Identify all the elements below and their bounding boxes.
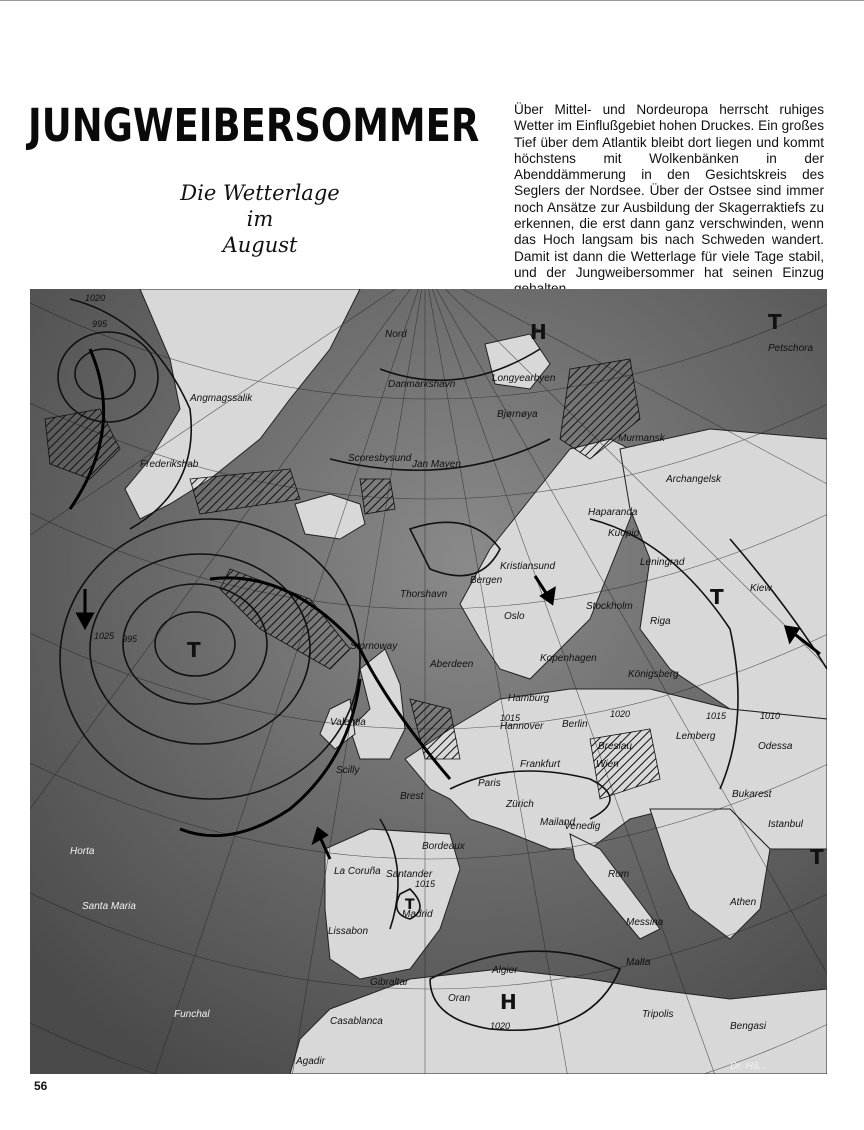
station-label: Lemberg	[676, 731, 716, 742]
station-label: Bjørnøya	[497, 409, 538, 420]
top-rule	[0, 0, 864, 1]
station-label: Valentia	[330, 717, 366, 728]
isobar-label: 995	[92, 319, 108, 329]
station-label: Odessa	[758, 741, 793, 752]
low-center-spain: T	[405, 897, 415, 913]
station-label: Mailand	[540, 817, 576, 828]
station-label: Scilly	[336, 765, 360, 776]
subtitle	[160, 180, 360, 258]
low-center-atlantic: T	[187, 638, 201, 662]
isobar-label: 1010	[760, 711, 781, 721]
station-label: Algier	[492, 965, 518, 976]
station-label: Petschora	[768, 343, 814, 354]
station-label: Thorshavn	[400, 589, 448, 600]
station-label: Kuopio	[608, 528, 640, 539]
station-label: Messina	[626, 917, 664, 928]
isobar-label: 1015	[500, 713, 521, 723]
low-center-russia: T	[710, 585, 724, 609]
subtitle-line-2: im	[246, 207, 274, 231]
station-label: Scoresbysund	[348, 453, 412, 464]
station-label: Santa Maria	[82, 901, 136, 912]
high-center-arctic: H	[530, 320, 547, 344]
station-label: Riga	[650, 616, 671, 627]
high-center-mediterranean: H	[500, 990, 517, 1014]
station-label: Funchal	[174, 1009, 210, 1020]
station-label: Haparanda	[588, 507, 638, 518]
station-label: Aberdeen	[430, 659, 474, 670]
subtitle-line-3: August	[222, 233, 298, 257]
station-label: Bukarest	[732, 789, 772, 800]
station-label: Brest	[400, 791, 424, 802]
isobar-label: 1025	[94, 631, 115, 641]
station-label: Angmagssalik	[190, 393, 253, 404]
station-label: Wien	[596, 759, 619, 770]
station-label: Santander	[386, 869, 433, 880]
station-label: Jan Mayen	[412, 459, 461, 470]
station-label: Frederikshab	[140, 459, 199, 470]
isobar-label: 1015	[415, 879, 436, 889]
station-label: La Coruña	[334, 866, 381, 877]
station-label: Oslo	[504, 611, 525, 622]
station-label: Archangelsk	[666, 474, 722, 485]
isobar-label: 995	[122, 634, 138, 644]
station-label: Athen	[730, 897, 757, 908]
station-label: Malta	[626, 957, 651, 968]
station-label: Frankfurt	[520, 759, 561, 770]
station-label: Agadir	[296, 1056, 325, 1067]
station-label: Stockholm	[586, 601, 633, 612]
isobar-label: 1020	[85, 293, 106, 303]
station-label: Danmarkshavn	[388, 379, 456, 390]
station-label: Bengasi	[730, 1021, 767, 1032]
map-signature: Dr. Hä...	[730, 1061, 767, 1072]
station-label: Hamburg	[508, 693, 550, 704]
station-label: Kopenhagen	[540, 653, 597, 664]
isobar-label: 1020	[610, 709, 631, 719]
station-label: Berlin	[562, 719, 588, 730]
station-label: Kiew	[750, 583, 772, 594]
station-label: Rom	[608, 869, 630, 880]
station-label: Horta	[70, 846, 95, 857]
station-label: Casablanca	[330, 1016, 383, 1027]
low-center-northeast: T	[768, 310, 782, 334]
station-label: Paris	[478, 778, 501, 789]
isobar-label: 1020	[490, 1021, 511, 1031]
intro-paragraph: Über Mittel- und Nordeuropa herrscht ruhiges Wetter im Einflußgebiet hohen Druckes. Ein großes Tief über dem Atlantik bleibt dort liegen und kommt höchstens mit Wolkenbänken in der Abenddämmerung in den Gesichtskreis des Seglers der Nordsee. Über der Ostsee sind immer noch Ansätze zur Ausbildung der Skagerraktiefs zu erkennen, die erst dann ganz verschwinden, wenn das Hoch langsam bis nach Schweden wandert. Damit ist dann die Wetterlage für viele Tage stabil, und der Jungweibersommer hat seinen Einzug	[514, 102, 824, 280]
station-label: Madrid	[402, 909, 433, 920]
station-label: Hannover	[500, 721, 544, 732]
low-center-east: T	[810, 845, 824, 869]
station-label: Breslau	[598, 741, 632, 752]
station-label: Lissabon	[328, 926, 369, 937]
station-label: Tripolis	[642, 1009, 674, 1020]
page-number: 56	[34, 1079, 48, 1093]
isobar-label: 1015	[706, 711, 727, 721]
headline: JUNGWEIBERSOMMER	[28, 99, 480, 152]
weather-map	[30, 289, 827, 1074]
station-label: Kristiansund	[500, 561, 556, 572]
station-label: Gibraltar	[370, 977, 409, 988]
station-label: Zürich	[506, 799, 534, 810]
station-label: Istanbul	[768, 819, 804, 830]
station-label: Bordeaux	[422, 841, 465, 852]
station-label: Murmansk	[618, 433, 665, 444]
station-label: Königsberg	[628, 669, 679, 680]
station-label: Oran	[448, 993, 471, 1004]
station-label: Bergen	[470, 575, 503, 586]
weather-map-svg	[30, 289, 827, 1074]
station-label: Venedig	[564, 821, 601, 832]
station-label: Longyearbyen	[492, 373, 556, 384]
station-label: Stornoway	[350, 641, 398, 652]
station-label: Nord	[385, 329, 407, 340]
station-label: Leningrad	[640, 557, 685, 568]
subtitle-line-1: Die Wetterlage	[180, 181, 340, 205]
